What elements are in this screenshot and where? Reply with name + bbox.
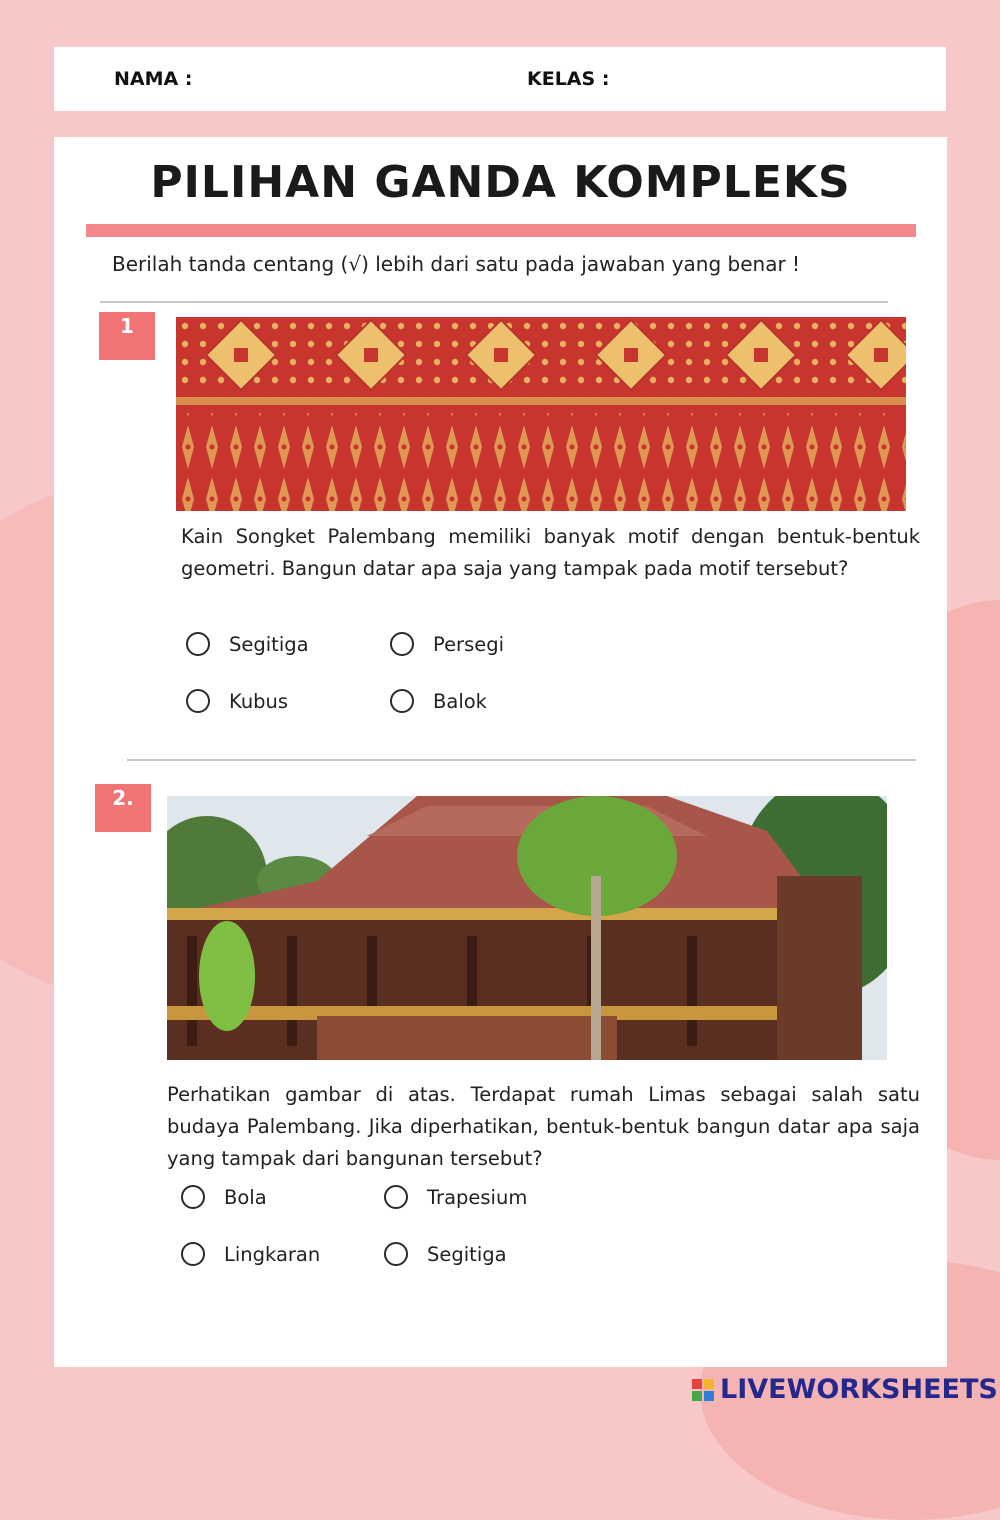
radio-button[interactable] — [390, 689, 414, 713]
divider — [100, 301, 888, 303]
nama-label: NAMA : — [114, 68, 193, 90]
radio-button[interactable] — [384, 1185, 408, 1209]
option-label: Segitiga — [229, 632, 309, 656]
title-underline — [86, 224, 916, 237]
rumah-limas-image — [167, 796, 887, 1060]
radio-button[interactable] — [181, 1185, 205, 1209]
page-title: PILIHAN GANDA KOMPLEKS — [150, 157, 851, 208]
songket-fabric-image — [176, 317, 906, 511]
option-persegi[interactable] — [390, 632, 504, 656]
radio-button[interactable] — [186, 689, 210, 713]
option-label: Balok — [433, 689, 487, 713]
liveworksheets-logo-icon — [692, 1379, 714, 1401]
option-balok[interactable] — [390, 689, 487, 713]
liveworksheets-logo[interactable] — [692, 1374, 998, 1405]
instruction-text: Berilah tanda centang (√) lebih dari satu pada jawaban yang benar ! — [112, 252, 801, 276]
question-number-badge: 2. — [95, 784, 151, 832]
option-label: Persegi — [433, 632, 505, 656]
option-segitiga[interactable] — [186, 632, 309, 656]
question-text: Perhatikan gambar di atas. Terdapat rumah Limas sebagai salah satu budaya Palembang. Jika diperhatikan, bentuk-bentuk bangun datar apa saja yang tampak dari bangunan tersebut? — [167, 1083, 920, 1170]
divider — [127, 759, 916, 761]
worksheet-page — [54, 137, 947, 1367]
option-kubus[interactable] — [186, 689, 288, 713]
option-label: Bola — [224, 1185, 267, 1209]
radio-button[interactable] — [186, 632, 210, 656]
option-segitiga-2[interactable] — [384, 1242, 507, 1266]
option-label: Lingkaran — [224, 1242, 321, 1266]
kelas-label: KELAS : — [527, 68, 610, 90]
radio-button[interactable] — [390, 632, 414, 656]
option-lingkaran[interactable] — [181, 1242, 320, 1266]
option-label: Segitiga — [427, 1242, 507, 1266]
question-number-badge: 1 — [99, 312, 155, 360]
option-bola[interactable] — [181, 1185, 267, 1209]
option-trapesium[interactable] — [384, 1185, 527, 1209]
question-text: Kain Songket Palembang memiliki banyak motif dengan bentuk-bentuk geometri. Bangun datar apa saja yang tampak pada motif tersebut? — [181, 525, 920, 580]
option-label: Kubus — [229, 689, 289, 713]
radio-button[interactable] — [181, 1242, 205, 1266]
radio-button[interactable] — [384, 1242, 408, 1266]
student-info-header — [54, 47, 946, 111]
brand-text: LIVEWORKSHEETS — [720, 1374, 998, 1405]
option-label: Trapesium — [427, 1185, 528, 1209]
